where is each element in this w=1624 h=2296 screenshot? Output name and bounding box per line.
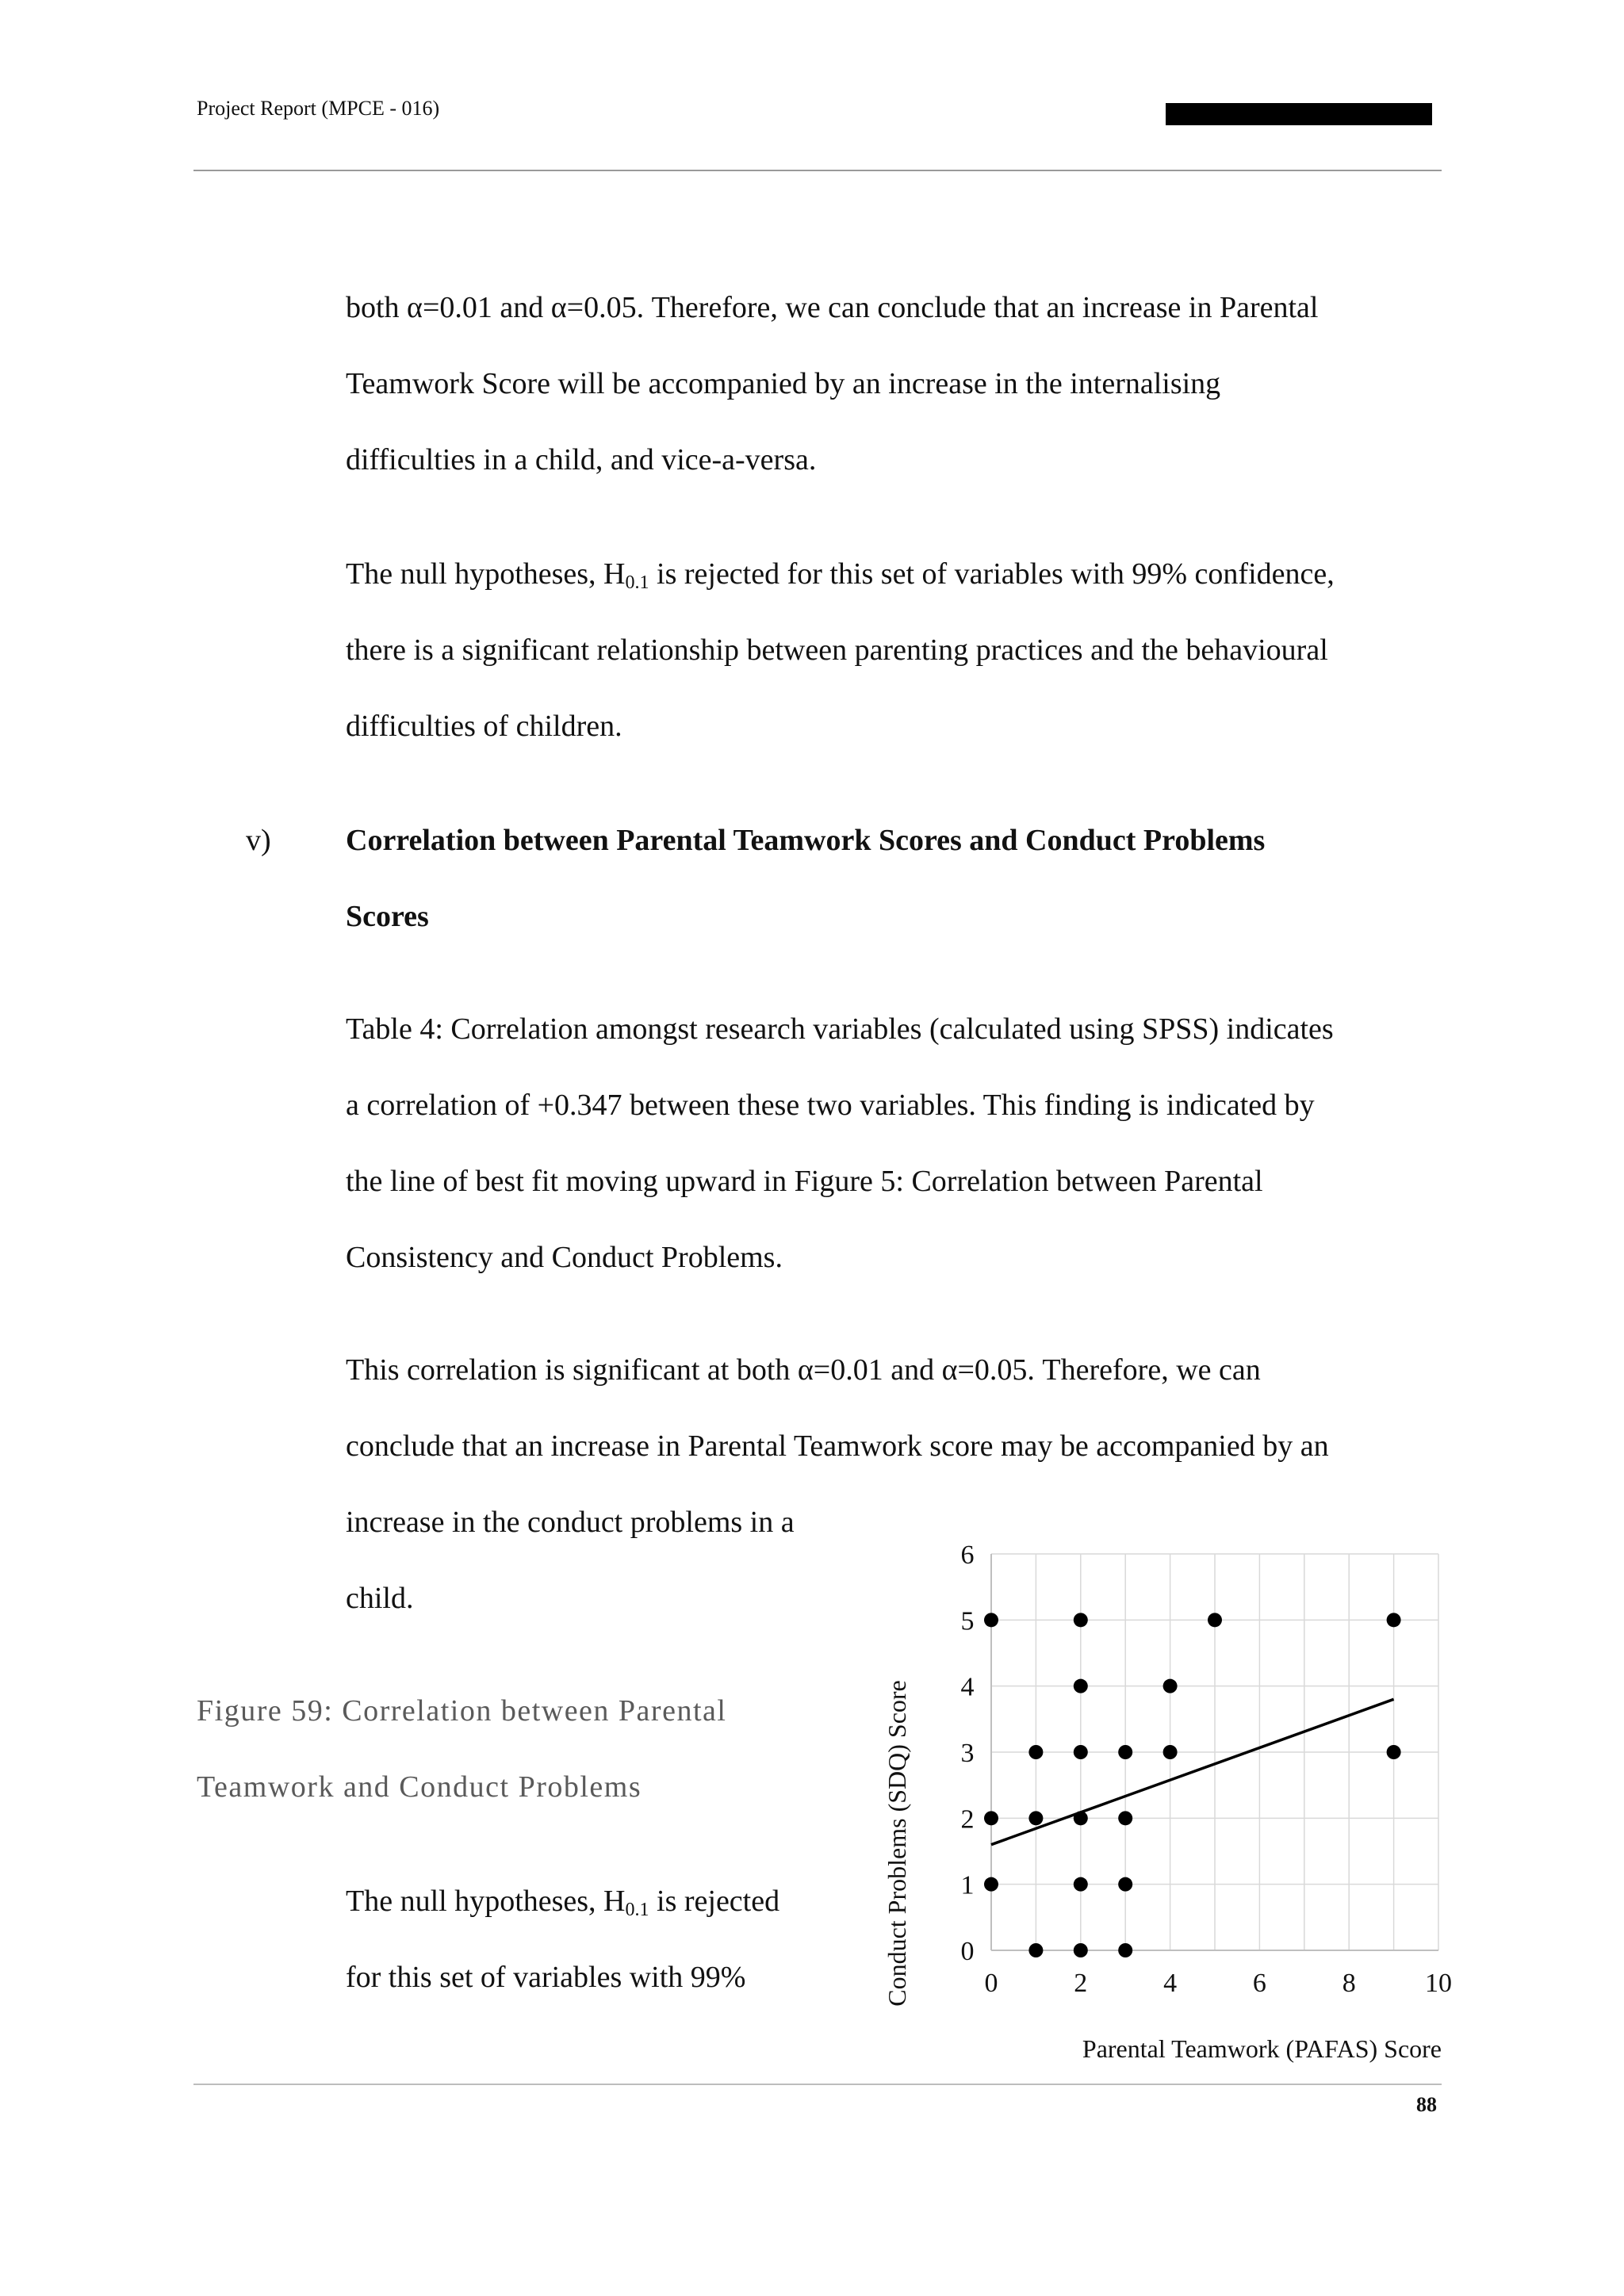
- y-tick-label: 6: [960, 1540, 975, 1570]
- x-tick-label: 8: [1342, 1969, 1356, 1998]
- text-line: the line of best fit moving upward in Figure 5: Correlation between Parental: [346, 1165, 1263, 1198]
- data-point: [1118, 1811, 1132, 1825]
- chart-tick-labels: [961, 1540, 1453, 1998]
- data-point: [1074, 1877, 1088, 1892]
- text-line: increase in the conduct problems in a: [346, 1506, 795, 1539]
- paragraph-conclusion-internalising: [346, 270, 1448, 498]
- data-point: [1163, 1679, 1178, 1693]
- data-point: [1074, 1679, 1088, 1693]
- y-tick-label: 0: [960, 1937, 975, 1966]
- data-point: [1387, 1745, 1401, 1759]
- data-point: [1074, 1745, 1088, 1759]
- text-run: The null hypotheses, H: [346, 1885, 626, 1918]
- subscript: 0.1: [625, 572, 649, 593]
- data-point: [1118, 1745, 1132, 1759]
- paragraph-correlation-finding: [346, 991, 1448, 1295]
- y-tick-label: 1: [960, 1870, 975, 1900]
- text-run: is rejected: [649, 1885, 780, 1918]
- data-point: [984, 1613, 998, 1627]
- text-run: The null hypotheses, H: [346, 557, 626, 591]
- chart-trendline: [991, 1699, 1394, 1844]
- text-line: a correlation of +0.347 between these two variables. This finding is indicated by: [346, 1089, 1315, 1122]
- data-point: [1074, 1811, 1088, 1825]
- x-tick-label: 4: [1163, 1969, 1178, 1998]
- text-line: difficulties in a child, and vice-a-versa.: [346, 443, 817, 476]
- text-line: [346, 1863, 885, 1939]
- trendline: [991, 1699, 1394, 1844]
- data-point: [1118, 1877, 1132, 1892]
- x-tick-label: 10: [1425, 1969, 1452, 1998]
- text-line: for this set of variables with 99%: [346, 1961, 746, 1994]
- paragraph-null-hypothesis-2: [346, 1863, 885, 2015]
- text-line: conclude that an increase in Parental Teamwork score may be accompanied by an: [346, 1429, 1329, 1463]
- x-tick-label: 2: [1074, 1969, 1088, 1998]
- section-heading: [346, 802, 1265, 955]
- report-title: Project Report (MPCE - 016): [197, 97, 440, 120]
- data-point: [1118, 1943, 1132, 1957]
- chart-points: [984, 1613, 1401, 1957]
- redaction-bar: [1166, 103, 1432, 125]
- scatter-chart: [872, 1522, 1475, 2077]
- data-point: [984, 1811, 998, 1825]
- caption-line: Figure 59: Correlation between Parental: [197, 1694, 727, 1728]
- header-divider: [193, 170, 1442, 171]
- data-point: [1074, 1943, 1088, 1957]
- data-point: [1163, 1745, 1178, 1759]
- heading-line: Scores: [346, 900, 429, 933]
- x-axis-label: Parental Teamwork (PAFAS) Score: [1082, 2034, 1442, 2063]
- data-point: [984, 1877, 998, 1892]
- text-line: there is a significant relationship between parenting practices and the behavioural: [346, 633, 1328, 667]
- heading-line: Correlation between Parental Teamwork Scores and Conduct Problems: [346, 824, 1266, 857]
- text-line: Teamwork Score will be accompanied by an increase in the internalising: [346, 367, 1221, 400]
- text-line: Consistency and Conduct Problems.: [346, 1241, 783, 1274]
- page-number: 88: [1416, 2093, 1437, 2116]
- y-tick-label: 4: [960, 1672, 975, 1702]
- text-run: is rejected for this set of variables with 99% confidence,: [649, 557, 1335, 591]
- text-line: difficulties of children.: [346, 710, 622, 743]
- y-tick-label: 2: [960, 1804, 975, 1835]
- subscript: 0.1: [625, 1900, 649, 1920]
- section-number: v): [246, 824, 271, 857]
- y-tick-label: 3: [960, 1739, 975, 1768]
- y-axis-label: Conduct Problems (SDQ) Score: [883, 1680, 911, 2007]
- data-point: [1387, 1613, 1401, 1627]
- text-line: This correlation is significant at both α=0.01 and α=0.05. Therefore, we can: [346, 1353, 1261, 1387]
- data-point: [1028, 1943, 1043, 1957]
- paragraph-null-hypothesis: [346, 536, 1448, 764]
- caption-line: Teamwork and Conduct Problems: [197, 1770, 642, 1804]
- data-point: [1074, 1613, 1088, 1627]
- text-line: both α=0.01 and α=0.05. Therefore, we can conclude that an increase in Parental: [346, 291, 1319, 324]
- figure-caption: [197, 1673, 726, 1825]
- text-line: child.: [346, 1582, 414, 1615]
- text-line: [346, 536, 1448, 612]
- text-line: Table 4: Correlation amongst research variables (calculated using SPSS) indicates: [346, 1012, 1334, 1046]
- y-tick-label: 5: [960, 1606, 975, 1636]
- data-point: [1208, 1613, 1222, 1627]
- x-tick-label: 0: [984, 1969, 998, 1998]
- data-point: [1028, 1811, 1043, 1825]
- data-point: [1028, 1745, 1043, 1759]
- x-tick-label: 6: [1252, 1969, 1266, 1998]
- footer-divider: [193, 2084, 1442, 2085]
